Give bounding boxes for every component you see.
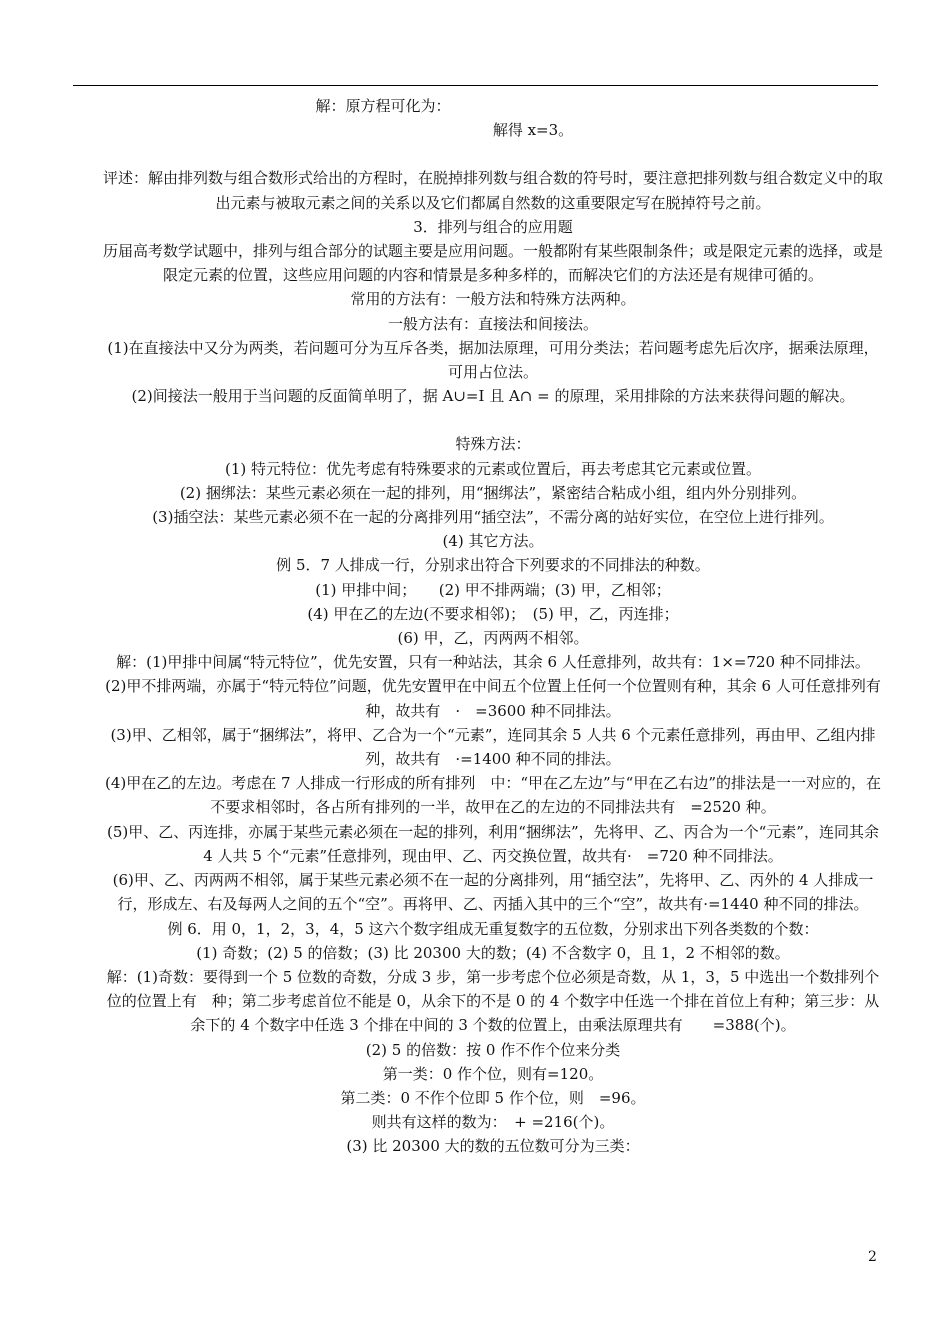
text-line: (1) 奇数；(2) 5 的倍数；(3) 比 20300 大的数；(4) 不含数字 0，且 1，2 不相邻的数。 bbox=[196, 943, 790, 962]
text-line: 解：(1)甲排中间属“特元特位”，优先安置，只有一种站法，其余 6 人任意排列，故共有：1×=720 种不同排法。 bbox=[116, 653, 870, 672]
text-line: (1) 甲排中间； (2) 甲不排两端；(3) 甲，乙相邻； bbox=[315, 580, 671, 599]
document-body bbox=[100, 94, 896, 1159]
text-line: (6)甲、乙、丙两两不相邻，属于某些元素必须不在一起的分离排列，用“插空法”，先将甲、乙、丙外的 4 人排成一行，形成左、右及每两人之间的五个“空”。再将甲、乙、丙插入其中的三个“空”，故共有·=1440 种不同的排法。 bbox=[112, 871, 874, 914]
text-line: 例 6．用 0，1，2，3，4，5 这六个数字组成无重复数字的五位数，分别求出下列各类数的个数： bbox=[167, 919, 819, 938]
text-line: (3) 比 20300 大的数的五位数可分为三类： bbox=[346, 1137, 640, 1156]
text-line: (4) 甲在乙的左边(不要求相邻)； (5) 甲，乙，丙连排； bbox=[307, 604, 679, 623]
header-rule bbox=[73, 85, 878, 86]
text-line: (4)甲在乙的左边。考虑在 7 人排成一行形成的所有排列 中：“甲在乙左边”与“甲在乙右边”的排法是一一对应的，在不要求相邻时，各占所有排列的一半，故甲在乙的左边的不同排法共有 =2520 种。 bbox=[104, 774, 881, 817]
text-line: 解：(1)奇数：要得到一个 5 位数的奇数，分成 3 步，第一步考虑个位必须是奇数，从 1，3，5 中选出一个数排列个位的位置上有 种；第二步考虑首位不能是 0，从余下的不是 0 的 4 个数字中任选一个排在首位上有种；第三步：从余下的 4 个数字中任选 3 个排在中间的 3 个数的位置上，由乘法原理共有 =388(个)。 bbox=[106, 967, 880, 1035]
text-line: (3)甲、乙相邻，属于“捆绑法”，将甲、乙合为一个“元素”，连同其余 5 人共 6 个元素任意排列，再由甲、乙组内排列，故共有 ·=1400 种不同的排法。 bbox=[110, 725, 876, 769]
text-line: 特殊方法： bbox=[455, 435, 531, 454]
text-line: 解：原方程可化为： bbox=[315, 97, 451, 115]
text-line: (3)插空法：某些元素必须不在一起的分离排列用“插空法”，不需分离的站好实位，在空位上进行排列。 bbox=[152, 508, 834, 527]
text-line: 第一类：0 作个位，则有=120。 bbox=[382, 1064, 604, 1083]
blank-line bbox=[100, 408, 886, 432]
text-line: 例 5．7 人排成一行，分别求出符合下列要求的不同排法的种数。 bbox=[276, 556, 710, 575]
text-line: (4) 其它方法。 bbox=[442, 532, 544, 551]
text-line: (1)在直接法中又分为两类，若问题可分为互斥各类，据加法原理，可用分类法；若问题考虑先后次序，据乘法原理，可用占位法。 bbox=[107, 338, 879, 382]
text-line: (2)甲不排两端，亦属于“特元特位”问题，优先安置甲在中间五个位置上任何一个位置则有种，其余 6 人可任意排列有 种，故共有 · =3600 种不同排法。 bbox=[105, 677, 896, 720]
text-line: 第二类：0 不作个位即 5 作个位，则 =96。 bbox=[340, 1088, 646, 1107]
text-line: (2)间接法一般用于当问题的反面简单明了，据 A∪=I 且 A∩ = 的原理，采用排除的方法来获得问题的解决。 bbox=[131, 387, 855, 406]
text-line: 常用的方法有：一般方法和特殊方法两种。 bbox=[350, 290, 636, 309]
text-line: (2) 5 的倍数：按 0 作不作个位来分类 bbox=[365, 1040, 621, 1059]
text-line: (6) 甲，乙，丙两两不相邻。 bbox=[397, 629, 589, 648]
text-line: 历届高考数学试题中，排列与组合部分的试题主要是应用问题。一般都附有某些限制条件；或是限定元素的选择，或是限定元素的位置，这些应用问题的内容和情景是多种多样的，而解决它们的方法还是有规律可循的。 bbox=[102, 242, 883, 285]
text-line: (5)甲、乙、丙连排，亦属于某些元素必须在一起的排列，利用“捆绑法”，先将甲、乙、丙合为一个“元素”，连同其余 4 人共 5 个“元素”任意排列，现由甲、乙、丙交换位置，故共有· =720 种不同排法。 bbox=[107, 822, 879, 865]
text-line: 则共有这样的数为： + =216(个)。 bbox=[371, 1113, 615, 1132]
text-line: 评述：解由排列数与组合数形式给出的方程时，在脱掉排列数与组合数的符号时，要注意把排列数与组合数定义中的取出元素与被取元素之间的关系以及它们都属自然数的这重要限定写在脱掉符号之前。 bbox=[102, 169, 883, 212]
blank-line bbox=[100, 142, 886, 166]
text-line: (2) 捆绑法：某些元素必须在一起的排列，用“捆绑法”，紧密结合粘成小组，组内外分别排列。 bbox=[179, 483, 807, 502]
text-line: 一般方法有：直接法和间接法。 bbox=[387, 314, 598, 333]
page-number: 2 bbox=[868, 1249, 877, 1265]
text-line: 3．排列与组合的应用题 bbox=[413, 217, 573, 236]
text-line: (1) 特元特位：优先考虑有特殊要求的元素或位置后，再去考虑其它元素或位置。 bbox=[224, 459, 762, 478]
text-line: 解得 x=3。 bbox=[492, 121, 574, 140]
